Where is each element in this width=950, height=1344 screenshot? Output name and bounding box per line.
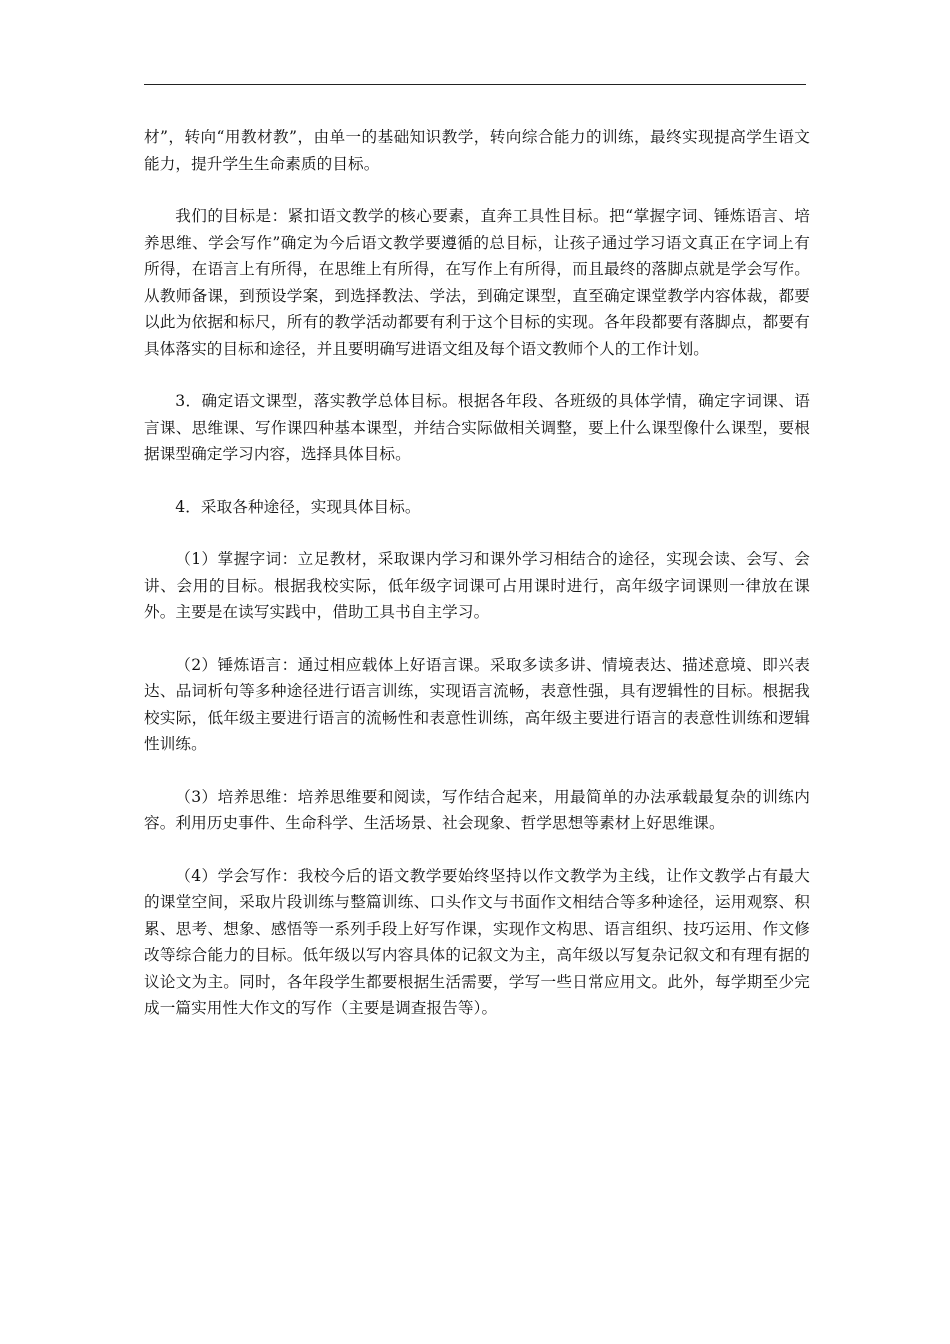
paragraph-item-3: 3．确定语文课型，落实教学总体目标。根据各年段、各班级的具体学情，确定字词课、语言课、思维课、写作课四种基本课型，并结合实际做相关调整，要上什么课型像什么课型，要根据课型确定学习内容，选择具体目标。 <box>144 392 810 463</box>
paragraph-continuation: 材”，转向“用教材教”，由单一的基础知识教学，转向综合能力的训练，最终实现提高学生语文能力，提升学生生命素质的目标。 <box>144 128 810 173</box>
document-body <box>144 124 810 1048</box>
paragraph-subitem-3: （3）培养思维：培养思维要和阅读，写作结合起来，用最简单的办法承载最复杂的训练内容。利用历史事件、生命科学、生活场景、社会现象、哲学思想等素材上好思维课。 <box>144 787 810 832</box>
paragraph-subitem-1: （1）掌握字词：立足教材，采取课内学习和课外学习相结合的途径，实现会读、会写、会讲、会用的目标。根据我校实际，低年级字词课可占用课时进行，高年级字词课则一律放在课外。主要是在读写实践中，借助工具书自主学习。 <box>144 550 810 621</box>
header-rule <box>144 84 806 85</box>
paragraph-subitem-4: （4）学会写作：我校今后的语文教学要始终坚持以作文教学为主线，让作文教学占有最大的课堂空间，采取片段训练与整篇训练、口头作文与书面作文相结合等多种途径，运用观察、积累、思考、想象、感悟等一系列手段上好写作课，实现作文构思、语言组织、技巧运用、作文修改等综合能力的目标。低年级以写内容具体的记叙文为主，高年级以写复杂记叙文和有理有据的议论文为主。同时，各年段学生都要根据生活需要，学写一些日常应用文。此外，每学期至少完成一篇实用性大作文的写作（主要是调查报告等）。 <box>144 866 810 1017</box>
paragraph-subitem-2: （2）锤炼语言：通过相应载体上好语言课。采取多读多讲、情境表达、描述意境、即兴表达、品词析句等多种途径进行语言训练，实现语言流畅，表意性强，具有逻辑性的目标。根据我校实际，低年级主要进行语言的流畅性和表意性训练，高年级主要进行语言的表意性训练和逻辑性训练。 <box>144 655 810 753</box>
paragraph-goals: 我们的目标是：紧扣语文教学的核心要素，直奔工具性目标。把“掌握字词、锤炼语言、培养思维、学会写作”确定为今后语文教学要遵循的总目标，让孩子通过学习语文真正在字词上有所得，在语言上有所得，在思维上有所得，在写作上有所得，而且最终的落脚点就是学会写作。从教师备课，到预设学案，到选择教法、学法，到确定课型，直至确定课堂教学内容体裁，都要以此为依据和标尺，所有的教学活动都要有利于这个目标的实现。各年段都要有落脚点，都要有具体落实的目标和途径，并且要明确写进语文组及每个语文教师个人的工作计划。 <box>144 207 810 358</box>
paragraph-item-4: 4．采取各种途径，实现具体目标。 <box>175 497 421 516</box>
